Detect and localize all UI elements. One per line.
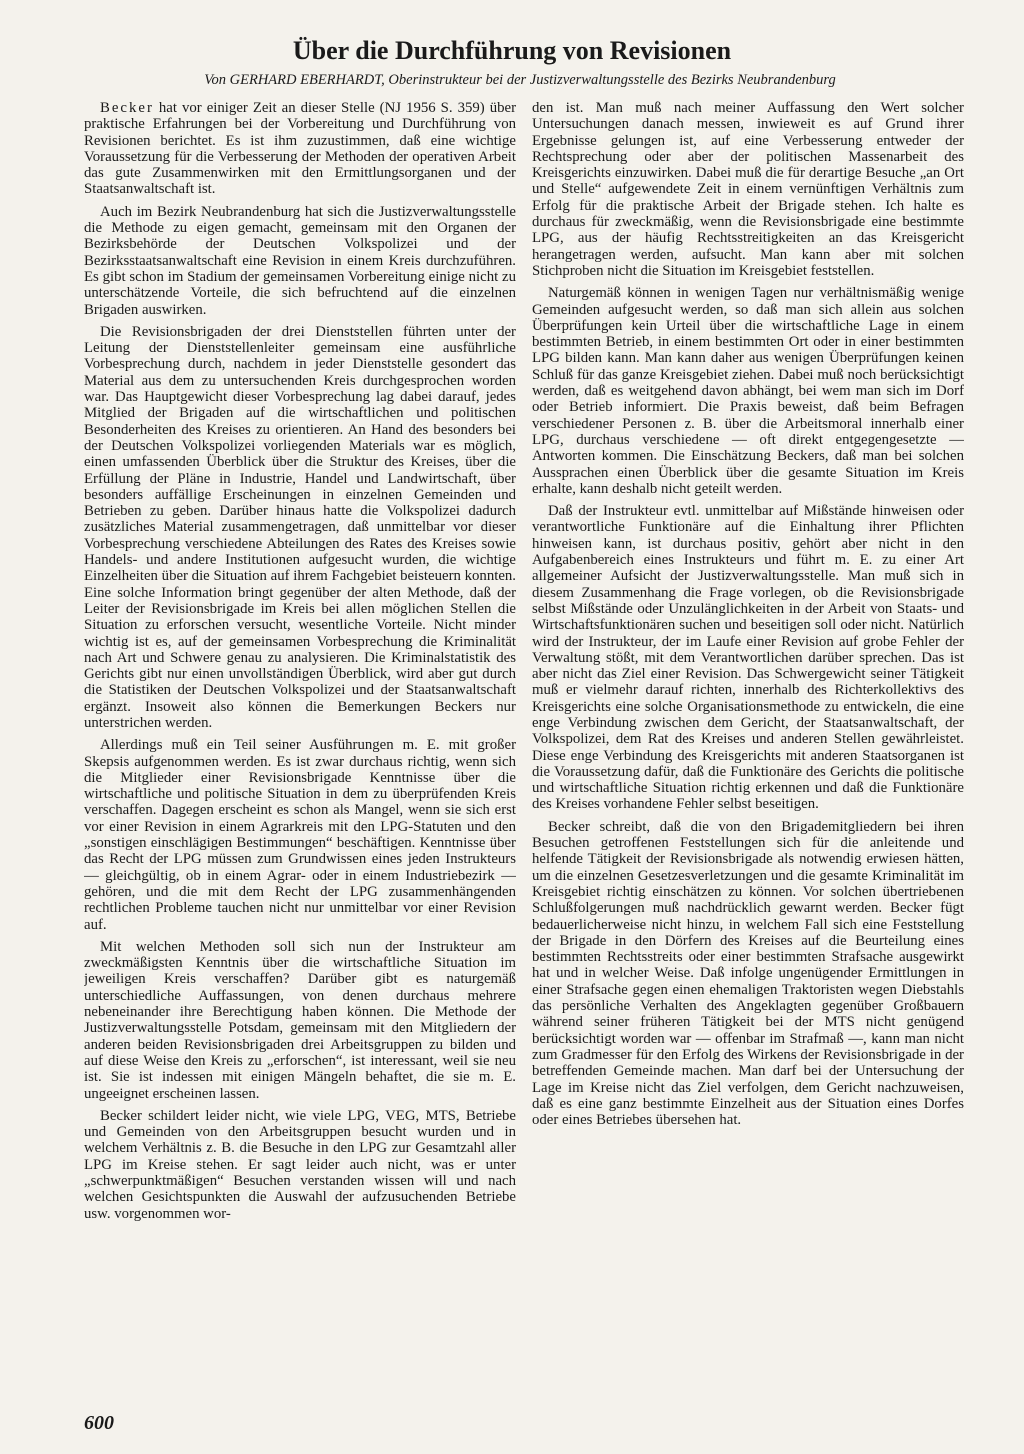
paragraph: den ist. Man muß nach meiner Auffassung den Wert solcher Untersuchungen danach messen, inwieweit es auf Grund ihrer Ergebnisse gelungen ist, auf eine Verbesserung entweder der Rechtsprechung oder aber der politischen Massenarbeit des Kreisgerichts einzuwirken. Dabei muß die für derartige Besuche „an Ort und Stelle“ aufgewendete Zeit in einem vernünftigen Verhältnis zum Erfolg für die praktische Arbeit der Brigade stehen. Ich halte es durchaus für zweckmäßig, wenn die Revisionsbrigade eine bestimmte LPG, aus der häufig Rechtsstreitigkeiten an das Kreisgericht herangetragen werden, aufsucht. Man kann aber mit solchen Stichproben nicht die Situation im Kreisgebiet feststellen.: [532, 100, 964, 279]
paragraph: Mit welchen Methoden soll sich nun der Instrukteur am zweckmäßigsten Kenntnis über die wirtschaftliche Situation im jeweiligen Kreis verschaffen? Darüber gibt es naturgemäß unterschiedliche Auffassungen, von denen durchaus mehrere nebeneinander ihre Berechtigung haben können. Die Methode der Justizverwaltungsstelle Potsdam, gemeinsam mit den Mitgliedern der anderen beiden Revisionsbrigaden drei Arbeitsgruppen zu bilden und auf diese Weise den Kreis zu „erforschen“, ist interessant, weil sie neu ist. Sie ist indessen mit einigen Mängeln behaftet, die sie m. E. ungeeignet erscheinen lassen.: [84, 938, 516, 1102]
author-name: Becker: [100, 100, 154, 116]
paragraph-text: hat vor einiger Zeit an dieser Stelle (NJ 1956 S. 359) über praktische Erfahrungen bei der Vorbereitung und Durchführung von Revisionen berichtet. Es ist ihm zuzustimmen, daß eine wichtige Voraussetzung für die Verbesserung der Methoden der operativen Arbeit das gute Zusammenwirken mit den Ermittlungsorganen und der Staatsanwaltschaft ist.: [84, 100, 516, 198]
author-byline: Von GERHARD EBERHARDT, Oberinstrukteur bei der Justizverwaltungsstelle des Bezirks Neubrandenburg: [204, 72, 836, 88]
paragraph: Auch im Bezirk Neubrandenburg hat sich die Justizverwaltungsstelle die Methode zu eigen gemacht, gemeinsam mit den Organen der Bezirksbehörde der Deutschen Volkspolizei und der Bezirksstaatsanwaltschaft eine Revision in einem Kreis durchzuführen. Es gibt schon im Stadium der gemeinsamen Vorbereitung einige nicht zu unterschätzende Vorteile, die sich befruchtend auf die einzelnen Brigaden auswirken.: [84, 203, 516, 318]
article-title: Über die Durchführung von Revisionen: [292, 36, 732, 65]
paragraph: Naturgemäß können in wenigen Tagen nur verhältnismäßig wenige Gemeinden aufgesucht werden, so daß man sich allein aus solchen Überprüfungen kein Urteil über die wirtschaftliche Lage in einem bestimmten Betrieb, in einem bestimmten Ort oder in einer bestimmten LPG bilden kann. Man kann daher aus wenigen Überprüfungen keinen Schluß für das ganze Kreisgebiet ziehen. Dabei muß noch berücksichtigt werden, daß es weitgehend davon abhängt, bei wem man sich im Dorf oder Betrieb informiert. Die Praxis beweist, daß beim Befragen verschiedener Personen z. B. über die Arbeitsmoral innerhalb einer LPG, durchaus verschiedene — oft direkt entgegengesetzte — Antworten kommen. Die Einschätzung Beckers, daß man bei solchen Aussprachen einen Überblick über die gesamte Situation im Kreis erhalte, kann deshalb nicht geteilt werden.: [532, 285, 964, 497]
paragraph: Daß der Instrukteur evtl. unmittelbar auf Mißstände hinweisen oder verantwortliche Funktionäre auf die Einhaltung ihrer Pflichten hinweisen kann, ist durchaus positiv, gehört aber nicht in den Aufgabenbereich eines Instrukteurs und führt m. E. zu einer Art allgemeiner Aufsicht der Justizverwaltungsstelle. Man muß sich in diesem Zusammenhang die Frage vorlegen, ob die Revisionsbrigade selbst Mißstände oder Unzulänglichkeiten in der Arbeit von Staats- und Wirtschaftsfunktionären suchen und beseitigen soll oder nicht. Natürlich wird der Instrukteur, der im Laufe einer Revision auf grobe Fehler der Verwaltung stößt, mit dem Verantwortlichen darüber sprechen. Das ist aber nicht das Ziel einer Revision. Das Schwergewicht seiner Tätigkeit muß er vielmehr darauf richten, innerhalb des Richterkollektivs des Kreisgerichts eine solche Organisationsmethode zu entwickeln, die eine enge Verbindung zwischen dem Gericht, der Staatsanwaltschaft, der Volkspolizei, dem Rat des Kreises und anderen Stellen gewährleistet. Diese enge Verbindung des Kreisgerichts mit anderen Staatsorganen ist die Voraussetzung dafür, daß die Funktionäre des Gerichts die politische und wirtschaftliche Situation richtig erkennen und daß die Funktionäre des Kreises vorhandene Fehler selbst beseitigen.: [532, 503, 964, 813]
paragraph: Allerdings muß ein Teil seiner Ausführungen m. E. mit großer Skepsis aufgenommen werden. Es ist zwar durchaus richtig, wenn sich die Mitglieder einer Revisionsbrigade Kenntnisse über die wirtschaftliche und politische Situation in dem zu überprüfenden Kreis verschaffen. Dagegen erscheint es schon als Mangel, wenn sie sich erst vor einer Revision in einem Agrarkreis mit den LPG-Statuten und den „sonstigen einschlägigen Bestimmungen“ beschäftigen. Kenntnisse über das Recht der LPG müssen zum Grundwissen eines jeden Instrukteurs — gleichgültig, ob in einem Agrar- oder in einem Industriebezirk — gehören, und die mit dem Recht der LPG zusammenhängenden rechtlichen Probleme tauchen nicht nur unmittelbar vor einer Revision auf.: [84, 737, 516, 933]
right-column: [532, 100, 964, 1400]
page-number: 600: [84, 1412, 114, 1434]
paragraph: Becker schildert leider nicht, wie viele LPG, VEG, MTS, Betriebe und Gemeinden von den Arbeitsgruppen besucht wurden und in welchem Verhältnis z. B. die Besuche in den LPG zur Gesamtzahl aller LPG im Kreise stehen. Er sagt leider auch nicht, was er unter „schwerpunktmäßigen“ Besuchen verstanden wissen will und nach welchen Gesichtspunkten die Auswahl der aufzusuchenden Betriebe usw. vorgenommen wor-: [84, 1107, 516, 1222]
paragraph: [84, 100, 516, 198]
paragraph: Die Revisionsbrigaden der drei Dienststellen führten unter der Leitung der Dienststellenleiter gemeinsam eine ausführliche Vorbesprechung durch, nachdem in jeder Dienststelle gesondert das Material aus dem zu untersuchenden Kreis durchgesprochen worden war. Das Hauptgewicht dieser Vorbesprechung lag dabei darauf, jedes Mitglied der Brigaden auf die wirtschaftlichen und politischen Besonderheiten des Kreises zu orientieren. An Hand des besonders bei der Deutschen Volkspolizei vorliegenden Materials war es möglich, einen umfassenden Überblick über die Struktur des Kreises, über die Erfüllung der Pläne in Industrie, Handel und Landwirtschaft, über besonders auffällige Erscheinungen in einzelnen Gemeinden und Betrieben zu geben. Darüber hinaus hatte die Volkspolizei dadurch zusätzliches Material zusammengetragen, daß unmittelbar vor dieser Vorbesprechung verschiedene Abteilungen des Rates des Kreises sowie Handels- und andere Institutionen aufgesucht wurden, die wichtige Einzelheiten über die Situation auf ihrem Fachgebiet beisteuern konnten. Eine solche Information bringt gegenüber der alten Methode, daß der Leiter der Revisionsbrigade im Kreis bei allen möglichen Stellen die Situation zu erforschen versucht, wesentliche Vorteile. Nicht minder wichtig ist es, auf der gemeinsamen Vorbesprechung die Kriminalität nach Art und Schwere genau zu analysieren. Die Kriminalstatistik des Gerichts gibt nur einen unvollständigen Überblick, wird aber gut durch die Statistiken der Deutschen Volkspolizei und der Staatsanwaltschaft ergänzt. Insoweit also können die Bemerkungen Beckers nur unterstrichen werden.: [84, 323, 516, 731]
paragraph: Becker schreibt, daß die von den Brigademitgliedern bei ihren Besuchen getroffenen Feststellungen sich für die anleitende und helfende Tätigkeit der Revisionsbrigade als notwendig erwiesen hätten, um die einzelnen Gesetzesverletzungen und die gesamte Kriminalität im Kreisgebiet richtig einschätzen zu können. Vor solchen übertriebenen Schlußfolgerungen muß nachdrücklich gewarnt werden. Becker fügt bedauerlicherweise nicht hinzu, in welchem Fall sich eine Feststellung der Brigade in den Dörfern des Kreises auf die Beurteilung eines bestimmten Rechtsstreits oder einer bestimmten Strafsache ausgewirkt hat und in welcher Weise. Daß infolge ungenügender Ermittlungen in einer Strafsache gegen einen ehemaligen Traktoristen wegen Diebstahls das persönliche Verhalten des Angeklagten gegenüber Großbauern während seiner früheren Tätigkeit bei der MTS nicht genügend berücksichtigt worden war — offenbar im Strafmaß —, kann man nicht zum Gradmesser für den Erfolg des Wirkens der Revisionsbrigade in der betreffenden Gemeinde machen. Man darf bei der Untersuchung der Lage im Kreise nicht das Ziel verfolgen, dem Gericht nachzuweisen, daß es eine ganz bestimmte Einzelheit aus der Situation eines Dorfes oder eines Betriebes übersehen hat.: [532, 818, 964, 1129]
left-column: [84, 100, 516, 1400]
